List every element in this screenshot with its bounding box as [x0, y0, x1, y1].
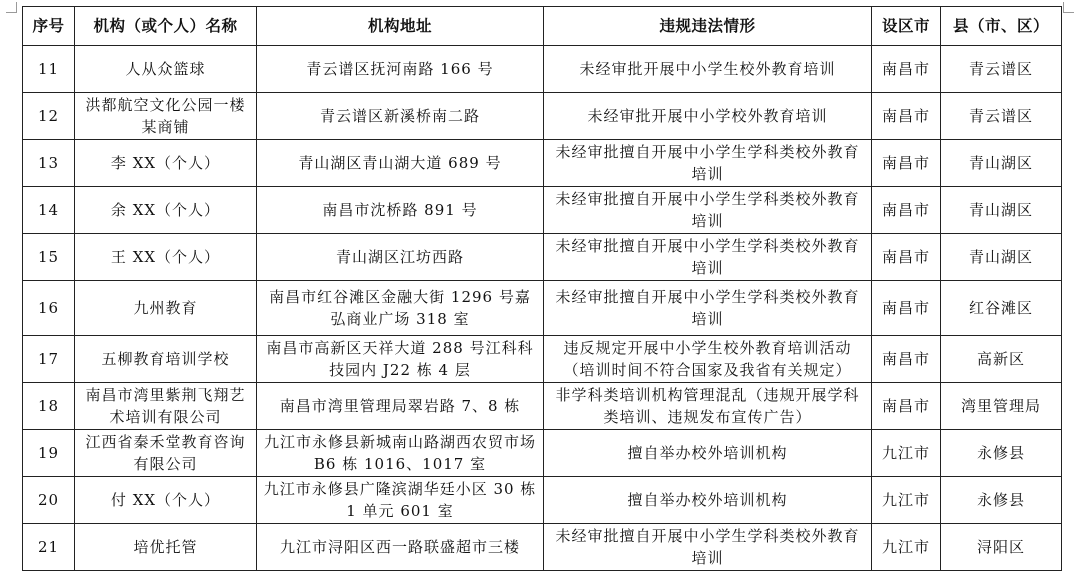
table-row: [23, 477, 1062, 524]
header-city: 设区市: [872, 7, 941, 46]
cell-violation: 未经审批开展中小学校外教育培训: [544, 93, 872, 140]
header-violation: 违规违法情形: [544, 7, 872, 46]
cell-address: 南昌市沈桥路 891 号: [257, 187, 544, 234]
table-row: [23, 140, 1062, 187]
cell-index: 21: [23, 524, 75, 571]
cell-city: 南昌市: [872, 140, 941, 187]
cell-violation: 未经审批擅自开展中小学生学科类校外教育培训: [544, 187, 872, 234]
cell-name: 南昌市湾里紫荆飞翔艺术培训有限公司: [75, 383, 257, 430]
cell-name: 洪都航空文化公园一楼某商铺: [75, 93, 257, 140]
cell-name: 人从众篮球: [75, 46, 257, 93]
cell-index: 16: [23, 281, 75, 336]
cell-violation: 违反规定开展中小学生校外教育培训活动（培训时间不符合国家及我省有关规定）: [544, 336, 872, 383]
table-row: [23, 46, 1062, 93]
cell-violation: 未经审批擅自开展中小学生学科类校外教育培训: [544, 524, 872, 571]
cell-index: 18: [23, 383, 75, 430]
cell-address: 青云谱区新溪桥南二路: [257, 93, 544, 140]
cell-index: 17: [23, 336, 75, 383]
cell-name: 九州教育: [75, 281, 257, 336]
cell-county: 永修县: [941, 430, 1062, 477]
cell-violation: 擅自举办校外培训机构: [544, 477, 872, 524]
cell-city: 九江市: [872, 477, 941, 524]
table-row: [23, 430, 1062, 477]
cell-address: 九江市永修县广隆滨湖华廷小区 30 栋 1 单元 601 室: [257, 477, 544, 524]
cell-address: 南昌市高新区天祥大道 288 号江科科技园内 J22 栋 4 层: [257, 336, 544, 383]
cell-county: 青云谱区: [941, 93, 1062, 140]
cell-name: 培优托管: [75, 524, 257, 571]
cell-city: 南昌市: [872, 187, 941, 234]
cell-county: 浔阳区: [941, 524, 1062, 571]
table-row: [23, 383, 1062, 430]
cell-violation: 未经审批擅自开展中小学生学科类校外教育培训: [544, 281, 872, 336]
cell-address: 九江市永修县新城南山路湖西农贸市场 B6 栋 1016、1017 室: [257, 430, 544, 477]
cell-name: 付 XX（个人）: [75, 477, 257, 524]
cell-index: 15: [23, 234, 75, 281]
page-corner-mark: [1063, 2, 1074, 13]
cell-county: 红谷滩区: [941, 281, 1062, 336]
table-row: [23, 187, 1062, 234]
cell-city: 南昌市: [872, 234, 941, 281]
table-row: [23, 524, 1062, 571]
cell-violation: 未经审批擅自开展中小学生学科类校外教育培训: [544, 234, 872, 281]
cell-name: 王 XX（个人）: [75, 234, 257, 281]
table-header-row: [23, 7, 1062, 46]
cell-county: 高新区: [941, 336, 1062, 383]
violations-table: [22, 6, 1062, 571]
cell-address: 南昌市红谷滩区金融大街 1296 号嘉弘商业广场 318 室: [257, 281, 544, 336]
header-county: 县（市、区）: [941, 7, 1062, 46]
cell-city: 南昌市: [872, 336, 941, 383]
cell-address: 青山湖区江坊西路: [257, 234, 544, 281]
cell-county: 青山湖区: [941, 234, 1062, 281]
cell-address: 南昌市湾里管理局翠岩路 7、8 栋: [257, 383, 544, 430]
table-row: [23, 234, 1062, 281]
header-name: 机构（或个人）名称: [75, 7, 257, 46]
cell-index: 19: [23, 430, 75, 477]
table-row: [23, 281, 1062, 336]
header-address: 机构地址: [257, 7, 544, 46]
cell-name: 五柳教育培训学校: [75, 336, 257, 383]
cell-name: 余 XX（个人）: [75, 187, 257, 234]
cell-index: 14: [23, 187, 75, 234]
table-row: [23, 336, 1062, 383]
cell-violation: 非学科类培训机构管理混乱（违规开展学科类培训、违规发布宣传广告）: [544, 383, 872, 430]
cell-violation: 擅自举办校外培训机构: [544, 430, 872, 477]
cell-city: 南昌市: [872, 383, 941, 430]
cell-city: 南昌市: [872, 46, 941, 93]
cell-county: 永修县: [941, 477, 1062, 524]
cell-index: 11: [23, 46, 75, 93]
cell-index: 12: [23, 93, 75, 140]
page-corner-mark: [6, 2, 17, 13]
cell-index: 20: [23, 477, 75, 524]
table-row: [23, 93, 1062, 140]
cell-name: 江西省秦禾堂教育咨询有限公司: [75, 430, 257, 477]
cell-city: 南昌市: [872, 281, 941, 336]
cell-county: 青山湖区: [941, 187, 1062, 234]
cell-violation: 未经审批开展中小学生校外教育培训: [544, 46, 872, 93]
cell-address: 青云谱区抚河南路 166 号: [257, 46, 544, 93]
cell-city: 九江市: [872, 524, 941, 571]
cell-county: 青山湖区: [941, 140, 1062, 187]
header-index: 序号: [23, 7, 75, 46]
cell-city: 九江市: [872, 430, 941, 477]
cell-violation: 未经审批擅自开展中小学生学科类校外教育培训: [544, 140, 872, 187]
cell-county: 湾里管理局: [941, 383, 1062, 430]
cell-name: 李 XX（个人）: [75, 140, 257, 187]
cell-address: 九江市浔阳区西一路联盛超市三楼: [257, 524, 544, 571]
cell-city: 南昌市: [872, 93, 941, 140]
cell-index: 13: [23, 140, 75, 187]
cell-county: 青云谱区: [941, 46, 1062, 93]
cell-address: 青山湖区青山湖大道 689 号: [257, 140, 544, 187]
